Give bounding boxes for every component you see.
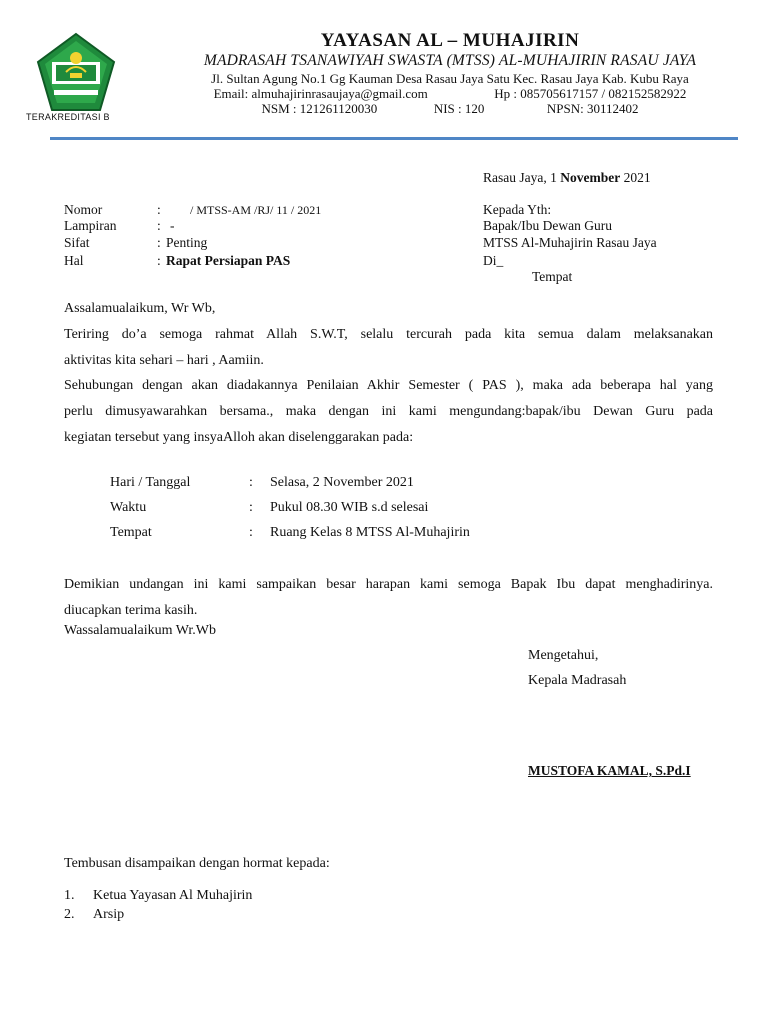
greeting: Assalamualaikum, Wr Wb, xyxy=(64,301,216,316)
paragraph-line: diucapkan terima kasih. xyxy=(64,603,198,618)
paragraph-line: Demikian undangan ini kami sampaikan besar harapan kami semoga Bapak Ibu dapat menghadirinya. xyxy=(64,577,713,592)
npsn: NPSN: 30112402 xyxy=(546,101,639,116)
contact-line xyxy=(130,86,768,102)
event-value: Selasa, 2 November 2021 xyxy=(270,475,414,490)
letter-date: Rasau Jaya, 1 November 2021 xyxy=(483,170,651,185)
email: Email: almuhajirinrasaujaya@gmail.com xyxy=(213,86,428,101)
signature-name: MUSTOFA KAMAL, S.Pd.I xyxy=(528,763,691,778)
meta-sep: : xyxy=(157,235,161,250)
registration-line xyxy=(130,101,768,117)
nsm: NSM : 121261120030 xyxy=(261,101,378,116)
meta-value-hal: Rapat Persiapan PAS xyxy=(166,253,291,268)
meta-value-sifat: Penting xyxy=(166,235,208,250)
accreditation-label: TERAKREDITASI B xyxy=(26,112,110,122)
cc-number: 1. xyxy=(64,888,75,903)
cc-item: Arsip xyxy=(93,907,125,922)
signature-title: Kepala Madrasah xyxy=(528,673,627,688)
event-sep: : xyxy=(249,525,253,540)
recipient-line: Di_ xyxy=(483,253,504,268)
foundation-name: YAYASAN AL – MUHAJIRIN xyxy=(320,30,580,51)
paragraph-line: kegiatan tersebut yang insyaAlloh akan diselenggarakan pada: xyxy=(64,430,414,445)
recipient-line: Kepada Yth: xyxy=(483,202,552,217)
event-label: Waktu xyxy=(110,500,147,515)
meta-label-sifat: Sifat xyxy=(64,235,90,250)
event-value: Ruang Kelas 8 MTSS Al-Muhajirin xyxy=(270,525,470,540)
closing: Wassalamualaikum Wr.Wb xyxy=(64,623,217,638)
meta-sep: : xyxy=(157,202,161,217)
paragraph-line: Sehubungan dengan akan diadakannya Penilaian Akhir Semester ( PAS ), maka ada beberapa hal yang xyxy=(64,378,713,393)
meta-label-nomor: Nomor xyxy=(64,202,103,217)
meta-label-lampiran: Lampiran xyxy=(64,218,117,233)
event-sep: : xyxy=(249,500,253,515)
event-label: Hari / Tanggal xyxy=(110,475,191,490)
recipient-line: MTSS Al-Muhajirin Rasau Jaya xyxy=(483,235,657,250)
school-address: Jl. Sultan Agung No.1 Gg Kauman Desa Rasau Jaya Satu Kec. Rasau Jaya Kab. Kubu Raya xyxy=(211,71,689,86)
school-logo xyxy=(36,32,116,112)
event-label: Tempat xyxy=(110,525,152,540)
paragraph-line: perlu dimusyawarahkan bersama., maka dengan ini kami mengundang:bapak/ibu Dewan Guru pada xyxy=(64,404,713,419)
recipient-place: Tempat xyxy=(532,269,573,284)
cc-intro: Tembusan disampaikan dengan hormat kepada: xyxy=(64,856,330,871)
recipient-line: Bapak/Ibu Dewan Guru xyxy=(483,218,612,233)
paragraph-line: aktivitas kita sehari – hari , Aamiin. xyxy=(64,353,264,368)
meta-value-nomor: / MTSS-AM /RJ/ 11 / 2021 xyxy=(190,203,322,217)
phone: Hp : 085705617157 / 082152582922 xyxy=(494,86,687,101)
meta-sep: : xyxy=(157,253,161,268)
nis: NIS : 120 xyxy=(433,101,485,116)
signature-acknowledged: Mengetahui, xyxy=(528,648,599,663)
paragraph-line: Teriring do’a semoga rahmat Allah S.W.T, selalu tercurah pada kita semua dalam melaksanakan xyxy=(64,327,713,342)
meta-sep: : xyxy=(157,218,161,233)
meta-label-hal: Hal xyxy=(64,253,84,268)
meta-value-lampiran: - xyxy=(170,218,175,233)
cc-number: 2. xyxy=(64,907,75,922)
event-sep: : xyxy=(249,475,253,490)
cc-item: Ketua Yayasan Al Muhajirin xyxy=(93,888,253,903)
event-value: Pukul 08.30 WIB s.d selesai xyxy=(270,500,429,515)
header-rule xyxy=(50,137,738,140)
school-name: MADRASAH TSANAWIYAH SWASTA (MTSS) AL-MUHAJIRIN RASAU JAYA xyxy=(203,52,697,69)
